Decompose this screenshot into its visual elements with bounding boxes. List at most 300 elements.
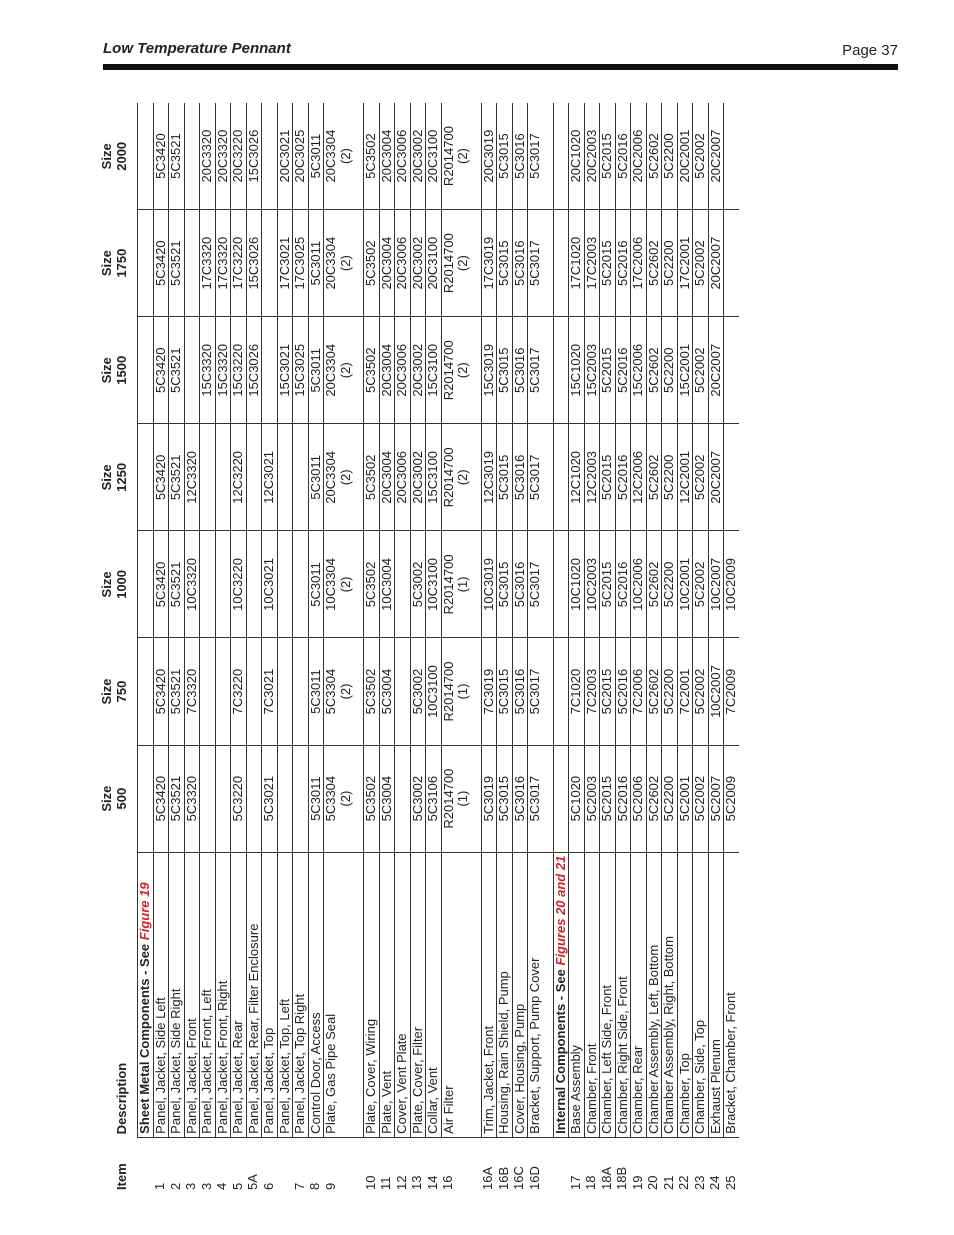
part-number: 5C3502 <box>364 745 380 852</box>
part-number: 5C2002 <box>693 210 709 317</box>
part-description: Panel, Jacket, Rear, Filter Enclosure <box>246 852 262 1137</box>
part-description: Collar, Vent <box>426 852 442 1137</box>
table-row <box>724 103 739 1193</box>
part-number: 20C2007 <box>708 103 724 210</box>
item-number: 16A <box>480 1166 495 1190</box>
part-description: Chamber, Front <box>584 852 600 1137</box>
part-number: 15C2001 <box>677 317 693 424</box>
table-row <box>153 103 169 1193</box>
size-label: Size <box>99 571 114 598</box>
spacer-cell <box>353 531 364 638</box>
table-row <box>200 103 216 1193</box>
spacer-cell <box>353 424 364 531</box>
table-row <box>277 103 293 1193</box>
item-number: 7 <box>291 1182 307 1190</box>
part-number: 5C2009 <box>724 745 739 852</box>
part-number: 20C3025 <box>293 103 309 210</box>
part-number: 5C3017 <box>528 531 543 638</box>
part-number: 7C3220 <box>231 638 247 745</box>
part-description: Chamber, Rear <box>631 852 647 1137</box>
size-label: Size <box>99 678 114 705</box>
part-number: 20C3004 <box>379 317 395 424</box>
part-description: Housing, Rain Shield, Pump <box>497 852 513 1137</box>
part-number: 7C2001 <box>677 638 693 745</box>
item-number: 4 <box>214 1182 229 1190</box>
item-cell <box>553 1137 569 1193</box>
part-number: R2014700 (1) <box>441 531 471 638</box>
part-number: 10C2006 <box>631 531 647 638</box>
part-number: 20C3304 (2) <box>324 317 354 424</box>
part-number: 5C2015 <box>600 210 616 317</box>
part-number: 5C2200 <box>662 745 678 852</box>
spacer-cell <box>353 638 364 745</box>
spacer-cell <box>353 210 364 317</box>
part-number <box>277 531 293 638</box>
size-1000-column-header <box>100 531 138 638</box>
figure-reference: Figure 19 <box>137 882 152 941</box>
part-number: 12C1020 <box>569 424 585 531</box>
part-number: 5C3016 <box>512 531 528 638</box>
table-row <box>169 103 185 1193</box>
part-description: Panel, Jacket, Rear <box>231 852 247 1137</box>
part-number: 5C3420 <box>153 210 169 317</box>
item-cell <box>138 1137 154 1193</box>
spacer-cell <box>353 745 364 852</box>
part-number: R2014700 (2) <box>441 103 471 210</box>
part-number: 5C2002 <box>693 638 709 745</box>
spacer-cell <box>471 531 482 638</box>
item-number: 16B <box>495 1166 511 1190</box>
part-number <box>277 638 293 745</box>
part-cell <box>138 745 154 852</box>
table-row <box>246 103 262 1193</box>
description-column-header: Description <box>113 1062 129 1135</box>
item-number: 18B <box>614 1166 629 1190</box>
item-number: 21 <box>660 1175 676 1190</box>
part-number: 5C3015 <box>497 424 513 531</box>
part-number: 5C2006 <box>631 745 647 852</box>
part-number: 17C3019 <box>481 210 497 317</box>
part-number: 12C3220 <box>231 424 247 531</box>
part-number <box>293 638 309 745</box>
item-number: 20 <box>645 1175 660 1190</box>
part-cell <box>553 317 569 424</box>
part-number: 20C2007 <box>708 424 724 531</box>
document-title: Low Temperature Pennant <box>103 40 291 57</box>
part-number: 5C2602 <box>646 317 662 424</box>
part-number: 5C2200 <box>662 317 678 424</box>
part-number <box>184 103 200 210</box>
part-number <box>215 531 231 638</box>
part-number: 10C2001 <box>677 531 693 638</box>
spacer-cell <box>543 638 554 745</box>
part-number: 5C2003 <box>584 745 600 852</box>
part-description: Chamber, Right Side, Front <box>615 852 631 1137</box>
part-number: 5C2602 <box>646 210 662 317</box>
item-number: 9 <box>322 1182 338 1190</box>
part-number: 20C2001 <box>677 103 693 210</box>
table-body <box>138 103 739 1193</box>
part-number: 10C2009 <box>724 531 739 638</box>
part-number: 5C3502 <box>364 103 380 210</box>
part-number: 5C3002 <box>410 638 426 745</box>
section-header-row <box>553 103 569 1193</box>
part-number: 5C3015 <box>497 103 513 210</box>
part-number: 17C2006 <box>631 210 647 317</box>
part-cell <box>138 103 154 210</box>
part-number: 20C3006 <box>395 317 411 424</box>
part-number: 20C3004 <box>379 103 395 210</box>
size-value: 1250 <box>113 462 129 492</box>
spacer-cell <box>471 424 482 531</box>
part-number: 15C3026 <box>246 317 262 424</box>
part-number <box>246 745 262 852</box>
size-500-column-header <box>100 745 138 852</box>
part-number: 5C3420 <box>153 745 169 852</box>
item-number <box>277 1137 293 1193</box>
item-number: 8 <box>307 1182 322 1190</box>
part-number: 12C2003 <box>584 424 600 531</box>
part-cell <box>138 424 154 531</box>
part-number: 17C2001 <box>677 210 693 317</box>
part-number: 5C3015 <box>497 317 513 424</box>
part-number: 5C3016 <box>512 424 528 531</box>
part-number <box>724 424 739 531</box>
part-number: 5C3106 <box>426 745 442 852</box>
item-number: 17 <box>567 1175 583 1190</box>
table-row <box>231 103 247 1193</box>
part-number <box>395 745 411 852</box>
part-number: 15C3026 <box>246 210 262 317</box>
part-number: 20C3220 <box>231 103 247 210</box>
table-row <box>364 103 380 1193</box>
part-number: 5C3004 <box>379 638 395 745</box>
table-row <box>569 103 585 1193</box>
table-row <box>512 103 528 1193</box>
table-row <box>677 103 693 1193</box>
part-number: 5C3015 <box>497 210 513 317</box>
size-value: 1750 <box>113 248 129 278</box>
part-number: 5C3017 <box>528 210 543 317</box>
part-number: 5C3016 <box>512 745 528 852</box>
part-number: 5C2602 <box>646 424 662 531</box>
part-number: 20C3019 <box>481 103 497 210</box>
size-value: 2000 <box>113 141 129 171</box>
part-number <box>184 210 200 317</box>
part-number: 20C3021 <box>277 103 293 210</box>
part-number: 5C3521 <box>169 424 185 531</box>
part-number: 15C3026 <box>246 103 262 210</box>
item-column-header: Item <box>114 1163 129 1190</box>
spacer-cell <box>471 103 482 210</box>
part-number: 20C3304 (2) <box>324 424 354 531</box>
part-number: 20C2007 <box>708 210 724 317</box>
table-row <box>184 103 200 1193</box>
part-number: 5C3521 <box>169 745 185 852</box>
part-number <box>246 424 262 531</box>
part-number: 5C3502 <box>364 638 380 745</box>
part-number <box>724 103 739 210</box>
part-description: Panel, Jacket, Top, Left <box>277 852 293 1137</box>
item-number: 11 <box>378 1176 393 1190</box>
part-number: 5C3017 <box>528 638 543 745</box>
part-number: 5C3011 <box>308 103 324 210</box>
part-number <box>724 317 739 424</box>
size-label: Size <box>99 143 114 170</box>
rotated-parts-table-container <box>100 103 900 1193</box>
part-number: R2014700 (2) <box>441 210 471 317</box>
part-number: 5C2015 <box>600 317 616 424</box>
part-number: 5C2015 <box>600 638 616 745</box>
part-number: 17C3220 <box>231 210 247 317</box>
table-header-row <box>100 103 138 1193</box>
part-number: 15C3320 <box>200 317 216 424</box>
part-number: 5C3420 <box>153 424 169 531</box>
size-2000-column-header <box>100 103 138 210</box>
part-number: 7C2009 <box>724 638 739 745</box>
part-number: 20C3304 (2) <box>324 103 354 210</box>
part-number: 5C2002 <box>693 745 709 852</box>
part-number: 20C1020 <box>569 103 585 210</box>
item-number: 13 <box>409 1175 424 1190</box>
part-number <box>215 745 231 852</box>
part-number: 10C2003 <box>584 531 600 638</box>
spacer-cell <box>471 210 482 317</box>
table-row <box>528 103 543 1193</box>
part-description: Panel, Jacket, Side Right <box>169 852 185 1137</box>
item-number: 14 <box>424 1175 440 1190</box>
part-number: 17C3025 <box>293 210 309 317</box>
part-number: 5C3502 <box>364 424 380 531</box>
part-number: 15C3100 <box>426 424 442 531</box>
part-number: 5C3002 <box>410 745 426 852</box>
table-row <box>631 103 647 1193</box>
part-cell <box>553 638 569 745</box>
part-number: 5C3015 <box>497 531 513 638</box>
part-number: 5C2016 <box>615 424 631 531</box>
item-number: 6 <box>260 1182 276 1190</box>
part-number <box>184 317 200 424</box>
part-cell <box>138 317 154 424</box>
part-description: Panel, Jacket, Front <box>184 852 200 1137</box>
item-number: 19 <box>629 1175 645 1190</box>
part-number <box>200 424 216 531</box>
table-row <box>600 103 616 1193</box>
spacer-cell <box>543 852 554 1137</box>
part-number: 5C3011 <box>308 531 324 638</box>
part-number: 5C3017 <box>528 745 543 852</box>
part-description: Panel, Jacket, Side Left <box>153 852 169 1137</box>
part-number: 5C3420 <box>153 103 169 210</box>
part-number: 5C2015 <box>600 745 616 852</box>
part-number: 5C3502 <box>364 531 380 638</box>
part-number: 12C3019 <box>481 424 497 531</box>
part-description: Bracket, Chamber, Front <box>724 852 739 1137</box>
table-row <box>693 103 709 1193</box>
part-number: 5C2002 <box>693 424 709 531</box>
part-number: 7C1020 <box>569 638 585 745</box>
part-description: Air Filter <box>441 852 471 1137</box>
part-number: 5C2015 <box>600 103 616 210</box>
part-number: 5C2002 <box>693 317 709 424</box>
part-number <box>215 424 231 531</box>
part-number <box>262 210 278 317</box>
part-number: 5C2602 <box>646 531 662 638</box>
part-number <box>395 531 411 638</box>
part-number: 5C2016 <box>615 317 631 424</box>
part-number: 12C3320 <box>184 424 200 531</box>
part-number <box>246 531 262 638</box>
part-number: 5C2007 <box>708 745 724 852</box>
part-cell <box>553 531 569 638</box>
part-number: 10C3320 <box>184 531 200 638</box>
part-number: 5C3521 <box>169 103 185 210</box>
part-number: 20C3006 <box>395 424 411 531</box>
part-number: 15C1020 <box>569 317 585 424</box>
table-row <box>584 103 600 1193</box>
table-row <box>497 103 513 1193</box>
spacer-cell <box>471 852 482 1137</box>
part-number: 5C2200 <box>662 210 678 317</box>
part-number: 10C3220 <box>231 531 247 638</box>
part-number: 20C3100 <box>426 210 442 317</box>
part-number: 5C3420 <box>153 317 169 424</box>
part-number: 7C2006 <box>631 638 647 745</box>
part-number: R2014700 (2) <box>441 317 471 424</box>
part-number: 5C2016 <box>615 210 631 317</box>
table-row <box>708 103 724 1193</box>
table-row <box>262 103 278 1193</box>
part-number <box>262 317 278 424</box>
part-number: 5C3011 <box>308 424 324 531</box>
size-1750-column-header <box>100 210 138 317</box>
part-number: 12C2001 <box>677 424 693 531</box>
part-number: 5C3017 <box>528 424 543 531</box>
part-number: 5C2200 <box>662 638 678 745</box>
size-value: 1500 <box>113 355 129 385</box>
part-cell <box>138 531 154 638</box>
part-number: 20C3006 <box>395 210 411 317</box>
part-number: R2014700 (2) <box>441 424 471 531</box>
part-number: 5C3017 <box>528 103 543 210</box>
part-number: 10C1020 <box>569 531 585 638</box>
spacer-cell <box>353 852 364 1137</box>
part-number: 10C3021 <box>262 531 278 638</box>
part-number: 5C3019 <box>481 745 497 852</box>
part-number <box>200 531 216 638</box>
part-number <box>277 424 293 531</box>
item-number: 25 <box>722 1175 738 1190</box>
part-number: 15C3220 <box>231 317 247 424</box>
part-number: 10C3304 (2) <box>324 531 354 638</box>
part-number: 15C2006 <box>631 317 647 424</box>
table-row <box>293 103 309 1193</box>
part-number: 20C3002 <box>410 103 426 210</box>
section-title: Sheet Metal Components - See Figure 19 <box>138 852 154 1137</box>
part-number: 5C1020 <box>569 745 585 852</box>
part-number: 5C2200 <box>662 424 678 531</box>
table-row <box>379 103 395 1193</box>
part-cell <box>138 638 154 745</box>
part-number <box>262 103 278 210</box>
figure-reference: Figures 20 and 21 <box>552 855 568 966</box>
part-number: 5C3017 <box>528 317 543 424</box>
part-number: R2014700 (1) <box>441 745 471 852</box>
part-number <box>724 210 739 317</box>
item-number: 24 <box>707 1175 722 1190</box>
part-description: Bracket, Support, Pump Cover <box>528 852 543 1137</box>
item-number: 22 <box>676 1175 691 1190</box>
part-cell <box>553 103 569 210</box>
part-cell <box>553 424 569 531</box>
item-number: 2 <box>167 1182 183 1190</box>
part-description: Control Door, Access <box>308 852 324 1137</box>
size-label: Size <box>99 464 114 491</box>
item-number: 12 <box>393 1175 409 1190</box>
part-number: 5C3015 <box>497 638 513 745</box>
part-number: 5C2001 <box>677 745 693 852</box>
group-spacer-row <box>471 103 482 1193</box>
item-number: 16D <box>526 1166 542 1190</box>
part-number <box>293 424 309 531</box>
part-number: 20C3002 <box>410 424 426 531</box>
part-number: 5C3521 <box>169 210 185 317</box>
size-value: 1000 <box>113 569 129 599</box>
part-description: Panel, Jacket, Front, Right <box>215 852 231 1137</box>
part-number: 5C3011 <box>308 745 324 852</box>
part-description: Trim, Jacket, Front <box>481 852 497 1137</box>
size-value: 500 <box>113 787 129 810</box>
spacer-cell <box>543 103 554 210</box>
part-number: 5C3304 (2) <box>324 638 354 745</box>
part-number: 5C3011 <box>308 317 324 424</box>
part-number: 7C3021 <box>262 638 278 745</box>
spacer-cell <box>543 424 554 531</box>
part-number <box>293 531 309 638</box>
part-number: 7C2003 <box>584 638 600 745</box>
part-description: Plate, Cover, Filter <box>410 852 426 1137</box>
part-number: 5C2602 <box>646 103 662 210</box>
size-value: 750 <box>113 680 129 703</box>
part-number: 15C3021 <box>277 317 293 424</box>
part-number: 5C2016 <box>615 103 631 210</box>
item-number: 23 <box>691 1175 707 1190</box>
size-label: Size <box>99 785 114 812</box>
part-number: 15C2003 <box>584 317 600 424</box>
parts-table <box>100 103 739 1193</box>
part-number: 5C3004 <box>379 745 395 852</box>
item-number: 16 <box>440 1175 455 1190</box>
part-number: 5C2602 <box>646 638 662 745</box>
part-number: 5C2016 <box>615 638 631 745</box>
part-number: 15C3025 <box>293 317 309 424</box>
part-number: 5C2602 <box>646 745 662 852</box>
part-number: R2014700 (1) <box>441 638 471 745</box>
spacer-cell <box>471 638 482 745</box>
spacer-cell <box>353 103 364 210</box>
part-number: 20C3004 <box>379 210 395 317</box>
item-number: 16C <box>511 1166 526 1190</box>
part-number: 5C2015 <box>600 424 616 531</box>
part-description: Exhaust Plenum <box>708 852 724 1137</box>
section-header-row <box>138 103 154 1193</box>
section-title: Internal Components - See Figures 20 and 21 <box>553 852 569 1137</box>
part-number <box>200 745 216 852</box>
table-row <box>215 103 231 1193</box>
part-number: 5C2002 <box>693 103 709 210</box>
part-description: Plate, Gas Pipe Seal <box>324 852 354 1137</box>
part-number: 17C3021 <box>277 210 293 317</box>
